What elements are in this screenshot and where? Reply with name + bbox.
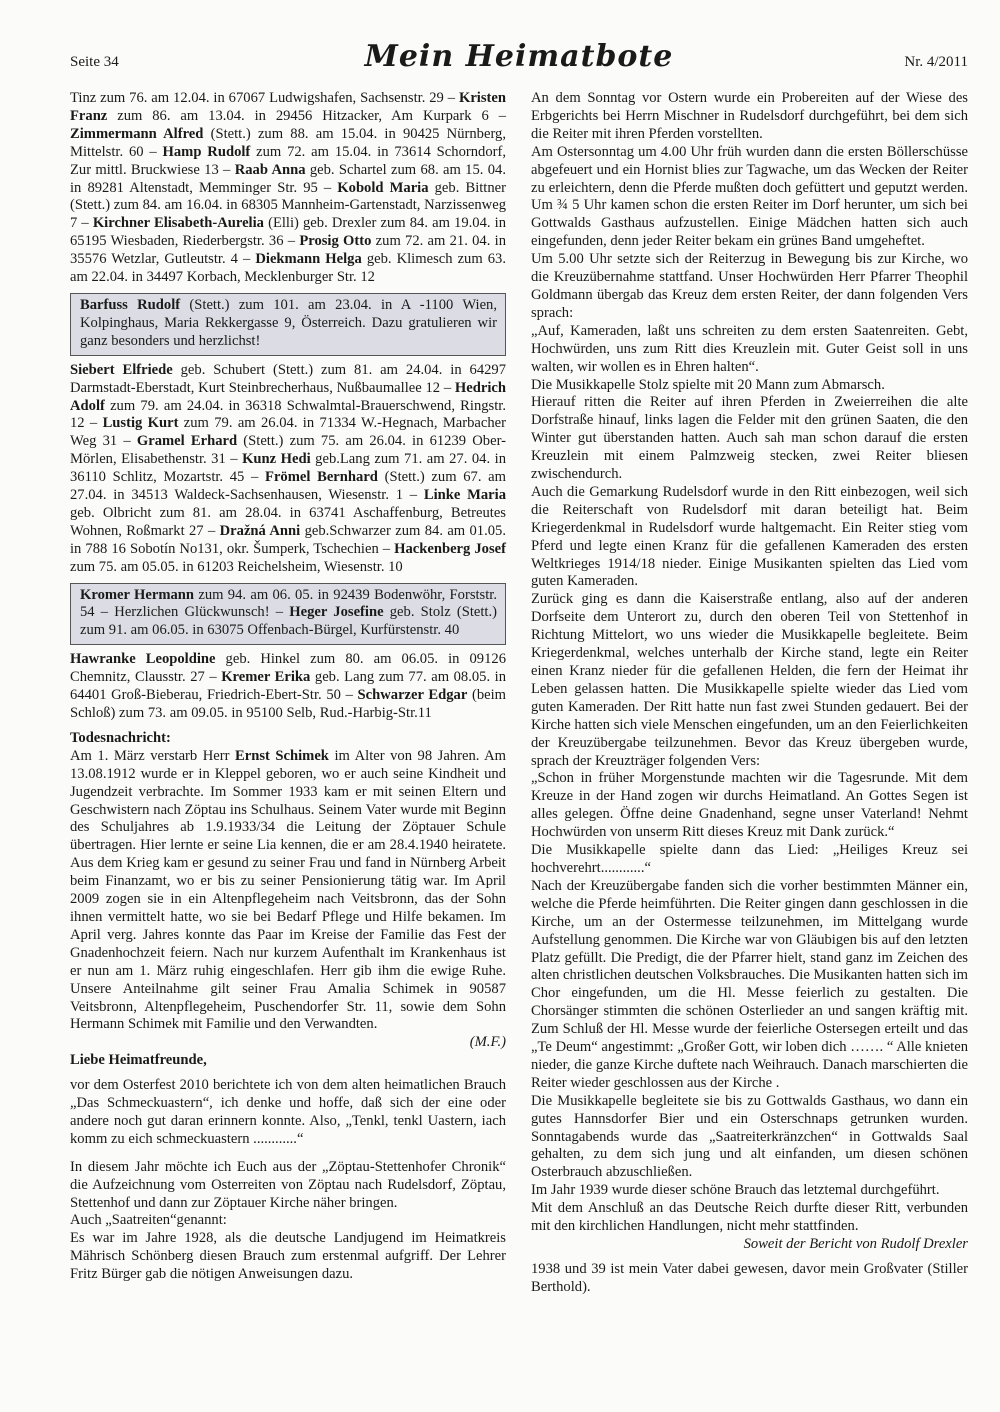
right-column [531, 90, 968, 1297]
letter-paragraph-4: Es war im Jahre 1928, als die deutsche Landjugend im Heimatkreis Mährisch Schönberg diesen Brauch zum erstenmal aufgriff. Der Lehrer Fritz Bürger gab die nötigen Anweisungen dazu. [70, 1230, 506, 1283]
highlight-box-2 [70, 583, 506, 646]
person-name: Schwarzer Edgar [357, 687, 468, 704]
page-number: Seite 34 [70, 54, 119, 70]
closing-note: 1938 und 39 ist mein Vater dabei gewesen, davor mein Großvater (Stiller Berthold). [531, 1260, 968, 1295]
report-paragraph: Nach der Kreuzübergabe fanden sich die vorher bestimmten Männer ein, welche die Pferde heimführten. Die Reiter gingen dann geschlossen in die Kirche, um an der Ostermesse teilzunehmen, im Mittelgang wurde Aufstellung genommen. Die Kirche war von Gläubigen bis auf den letzten Platz gefüllt. Die Predigt, die der Pfarrer hielt, stand ganz im Zeichen des alten christlichen deutschen Volksbrauches. Die Musikanten hatten sich im Chor eingefunden, um die Hl. Messe feierlich zu gestalten. Die Chorsänger stimmten die schönen Osterlieder an und sangen kräftig mit. Zum Schluß der Hl. Messe wurde der feierliche Ostersegen erteilt und das „Te Deum“ angestimmt: „Großer Gott, wir loben dich ……. “ Alle knieten nieder, die ganze Kirche duftete nach Weihrauch. Danach marschierten die Reiter wieder geschlossen aus der Kirche . [531, 877, 968, 1091]
highlight-box-2-text: Kromer Hermann zum 94. am 06. 05. in 92439 Bodenwöhr, Forststr. 54 – Herzlichen Glückwunsch! – Heger Josefine geb. Stolz (Stett.) zum 91. am 06.05. in 63075 Offenbach-Bürgel, Kurfürstenstr. 40 [80, 586, 497, 639]
report-paragraph: Die Musikkapelle spielte dann das Lied: „Heiliges Kreuz sei hochverehrt............“ [531, 842, 968, 876]
person-name: Hamp Rudolf [162, 143, 251, 160]
report-paragraph: Mit dem Anschluß an das Deutsche Reich durfte dieser Ritt, verbunden mit den kirchlichen Handlungen, nicht mehr stattfinden. [531, 1200, 968, 1235]
report-paragraph: An dem Sonntag vor Ostern wurde ein Probereiten auf der Wiese des Erbgerichts bei Herrn Mischner in Rudelsdorf durchgeführt, bei dem sich die Reiter mit ihren Pferden vorstellten. [531, 90, 968, 142]
person-name: Zimmermann Alfred [70, 125, 204, 142]
person-name: Kirchner Elisabeth-Aurelia [92, 215, 264, 232]
person-name: Kromer Hermann [80, 586, 195, 603]
letter-paragraph-1: vor dem Osterfest 2010 berichtete ich von dem alten heimatlichen Brauch „Das Schmeckuastern“, ich denke und hoffe, daß sich der eine oder andere noch gut daran erinnern konnte. Also, „Tenkl, tenkl Uastern, iach komm zu eich schmeckuastern ............“ [70, 1077, 506, 1147]
person-name: Dražná Anni [219, 522, 301, 539]
death-notice-title: Todesnachricht: [70, 729, 171, 746]
report-paragraph: „Auf, Kameraden, laßt uns schreiten zu dem ersten Saatenreiten. Gebt, Hochwürden, uns zum Ritt dies Kreuzlein mit. Guter Geist soll in uns walten, wir wollen es in Ehren halten“. [531, 322, 968, 375]
person-name: Heger Josefine [289, 604, 384, 621]
person-name: Frömel Bernhard [265, 469, 378, 486]
letter-paragraph-3: Auch „Saatreiten“genannt: [70, 1212, 227, 1229]
person-name: Lustig Kurt [102, 415, 179, 432]
person-name: Siebert Elfriede [70, 361, 173, 378]
person-name: Kristen Franz [70, 90, 506, 124]
report-paragraph: „Schon in früher Morgenstunde machten wir die Tagesrunde. Mit dem Kreuze in der Hand zogen wir durchs Heimatland. An Gottes Segen ist alles gelegen. Öffne deine Gnadenhand, segne unser Vaterland! Nehmt Hochwürden von unserm Ritt dieses Kreuz mit Dank zurück.“ [531, 770, 968, 841]
issue-number: Nr. 4/2011 [904, 54, 968, 70]
person-name: Barfuss Rudolf [80, 296, 181, 313]
person-name: Kobold Maria [337, 179, 429, 196]
person-name: Raab Anna [234, 161, 306, 178]
report-paragraph: Die Musikkapelle Stolz spielte mit 20 Mann zum Abmarsch. [531, 376, 885, 393]
masthead-title: Mein Heimatbote [364, 39, 674, 74]
report-paragraph: Im Jahr 1939 wurde dieser schöne Brauch das letztemal durchgeführt. [531, 1182, 940, 1199]
report-paragraph: Um 5.00 Uhr setzte sich der Reiterzug in Bewegung bis zur Kirche, wo die Kreuzübernahme stattfand. Unser Hochwürden Herr Pfarrer Theophil Goldmann übergab das Kreuz dem ersten Reiter, der dann folgenden Vers sprach: [531, 251, 968, 321]
person-name: Gramel Erhard [136, 433, 238, 450]
highlight-box-1-text: Barfuss Rudolf (Stett.) zum 101. am 23.04. in A -1100 Wien, Kolpinghaus, Maria Rekkergasse 9, Österreich. Dazu gratulieren wir ganz besonders und herzlichst! [80, 296, 497, 349]
report-attribution: Soweit der Bericht von Rudolf Drexler [743, 1236, 968, 1252]
death-notice-text: Am 1. März verstarb Herr Ernst Schimek im Alter von 98 Jahren. Am 13.08.1912 wurde er in Kleppel geboren, wo er auch seine Kindheit und Jugendzeit verbrachte. Im Sommer 1933 kam er mit seinen Eltern und Geschwistern nach Zöptau ins Schulhaus. Seinem Vater wurde mit Beginn des Schuljahres ab 1.9.1933/34 die Leitung der Zöptauer Schule übertragen. Hier lernte er seine Lia kennen, die er am 28.4.1940 heiratete. Aus dem Krieg kam er gesund zu seiner Frau und fand in Nürnberg Arbeit beim Finanzamt, wo er bis zu seiner Pensionierung tätig war. Im April 2009 zogen sie in ein Altenpflegeheim nach Veitsbronn, das der Sohn ihnen vermittelt hatte, wo sie bei Bedarf Pflege und Hilfe bekamen. Im April verg. Jahres konnte das Paar im Kreise der Familie das Fest der Gnadenhochzeit feiern. Nach nur kurzem Aufenthalt im Krankenhaus ist er nun am 1. März ruhig eingeschlafen. Herr gib ihm die ewige Ruhe. Unsere Anteilnahme gilt seiner Frau Amalia Schimek in 90587 Veitsbronn, Altenpflegeheim, Puschendorfer Str. 11, sowie dem Sohn Hermann Schimek mit Familie und den Verwandten. [70, 747, 507, 1033]
report-paragraph: Zurück ging es dann die Kaiserstraße entlang, also auf der anderen Dorfseite dem Unterort zu, durch den oberen Teil von Stettenhof in Richtung Mittelort, wo uns wieder die Musikkapelle begleitete. Beim Kriegerdenkmal, welches unterhalb der Kirche stand, legte ein Reiter einen Kranz nieder für die gefallenen Helden, die fern der Heimat ihr Leben gelassen hatten. Die Musikkapelle spielte wieder das Lied vom guten Kameraden. Der Ritt hatte nun fast zwei Stunden gedauert. Bei der Kirche hatten sich viele Menschen eingefunden, um an den Feierlichkeiten der Kreuzübergabe teilzunehmen. Bevor das Kreuz übergeben wurde, sprach der Kreuzträger folgenden Vers: [531, 591, 968, 769]
report-paragraph: Auch die Gemarkung Rudelsdorf wurde in den Ritt einbezogen, weil sich die Reiterschaft von Rudelsdorf mit daran beteiligt hat. Beim Kriegerdenkmal in Rudelsdorf wurde haltgemacht. Ein Reiter stieg vom Pferd und legte einen Kranz für die gefallenen Kameraden des ersten Weltkrieges 1914/18 nieder. Einige Musikanten spielten das Lied vom guten Kameraden. [531, 483, 968, 590]
report-paragraph: Die Musikkapelle begleitete sie bis zu Gottwalds Gasthaus, wo dann ein gutes Hannsdorfer Bier und ein Osterschnaps getrunken wurden. Sonntagabends wurde das „Saatreiterkränzchen“ in Gottwalds Saal gehalten, zu dem sich jung und alt einfanden, um diesen schönen Osterbrauch abzuschließen. [531, 1092, 968, 1181]
person-name: Diekmann Helga [255, 251, 362, 268]
page-header [70, 40, 968, 80]
person-name: Kremer Erika [221, 669, 311, 686]
person-name: Hackenberg Josef [394, 540, 506, 557]
report-paragraph: Am Ostersonntag um 4.00 Uhr früh wurden dann die ersten Böllerschüsse abgefeuert und ein Hornist blies zur Tagwache, um das Wecken der Reiter zu erleichtern, denn die Pferde mußten doch gefüttert und geputzt werden. Um ¾ 5 Uhr kamen schon die ersten Reiter im Dorf herunter, um sich bei Gottwalds Gasthaus aufzustellen. Einige Mädchen hatten sich auch eingefunden, denn jeder Reiter bekam ein grünes Band umgeheftet. [531, 143, 968, 250]
report-paragraph: Hierauf ritten die Reiter auf ihren Pferden in Zweierreihen die alte Dorfstraße hinauf, links lagen die Felder mit den grünen Saaten, die den Winter gut überstanden hatten. Auch sah man schon darauf die ersten Kreuzlein mit einem Palmzweig stecken, zwei Reiter bliesen zwischendurch. [531, 394, 968, 483]
death-notice-signature: (M.F.) [469, 1034, 506, 1051]
letter-greeting: Liebe Heimatfreunde, [70, 1052, 207, 1069]
person-name: Kunz Hedi [242, 451, 311, 468]
highlight-box-1 [70, 293, 506, 356]
person-name: Prosig Otto [299, 233, 372, 250]
birthday-list-3: Hawranke Leopoldine geb. Hinkel zum 80. am 06.05. in 09126 Chemnitz, Clausstr. 27 – Kremer Erika geb. Lang zum 77. am 08.05. in 64401 Groß-Bieberau, Friedrich-Ebert-Str. 50 – Schwarzer Edgar (beim Schloß) zum 73. am 09.05. in 95100 Selb, Rud.-Harbig-Str.11 [70, 651, 507, 721]
birthday-list-1: Tinz zum 76. am 12.04. in 67067 Ludwigshafen, Sachsenstr. 29 – Kristen Franz zum 86. am 13.04. in 29456 Hitzacker, Am Kurpark 6 – Zimmermann Alfred (Stett.) zum 88. am 15.04. in 90425 Nürnberg, Mittelstr. 60 – Hamp Rudolf zum 72. am 15.04. in 73614 Schorndorf, Zur mittl. Bruckwiese 13 – Raab Anna geb. Schartel zum 68. am 15. 04. in 89281 Altenstadt, Memminger Str. 95 – Kobold Maria geb. Bittner (Stett.) zum 84. am 16.04. in 68305 Mannheim-Gartenstadt, Narzissenweg 7 – Kirchner Elisabeth-Aurelia (Elli) geb. Drexler zum 84. am 19.04. in 65195 Wiesbaden, Riederbergstr. 36 – Prosig Otto zum 72. am 21. 04. in 35576 Wetzlar, Gutleutstr. 4 – Diekmann Helga geb. Klimesch zum 63. am 22.04. in 34497 Korbach, Mecklenburger Str. 12 [70, 90, 506, 286]
person-name: Hedrich Adolf [70, 379, 506, 414]
person-name: Linke Maria [423, 487, 506, 504]
left-column [70, 90, 506, 1284]
letter-paragraph-2: In diesem Jahr möchte ich Euch aus der „Zöptau-Stettenhofer Chronik“ die Aufzeichnung vom Osterreiten von Zöptau nach Rudelsdorf, Zöptau, Stettenhof und dann zur Zöptauer Kirche näher bringen. [70, 1158, 506, 1211]
person-name: Ernst Schimek [235, 747, 329, 764]
birthday-list-2: Siebert Elfriede geb. Schubert (Stett.) zum 81. am 24.04. in 64297 Darmstadt-Eberstadt, Kurt Steinbrecherhaus, Nußbaumallee 12 – Hedrich Adolf zum 79. am 24.04. in 36318 Schwalmtal-Brauerschwend, Ringstr. 12 – Lustig Kurt zum 79. am 26.04. in 71334 W.-Hegnach, Marbacher Weg 31 – Gramel Erhard (Stett.) zum 75. am 26.04. in 61239 Ober-Mörlen, Elisabethenstr. 31 – Kunz Hedi geb.Lang zum 71. am 27. 04. in 36110 Schlitz, Mozartstr. 45 – Frömel Bernhard (Stett.) zum 67. am 27.04. in 34513 Waldeck-Sachsenhausen, Wiesenstr. 1 – Linke Maria geb. Olbricht zum 81. am 28.04. in 63741 Aschaffenburg, Betreutes Wohnen, Roßmarkt 27 – Dražná Anni geb.Schwarzer zum 84. am 01.05. in 788 16 Sobotín No131, okr. Šumperk, Tschechien – Hackenberg Josef zum 75. am 05.05. in 61203 Reichelsheim, Wiesenstr. 10 [70, 361, 507, 575]
person-name: Hawranke Leopoldine [70, 651, 216, 668]
